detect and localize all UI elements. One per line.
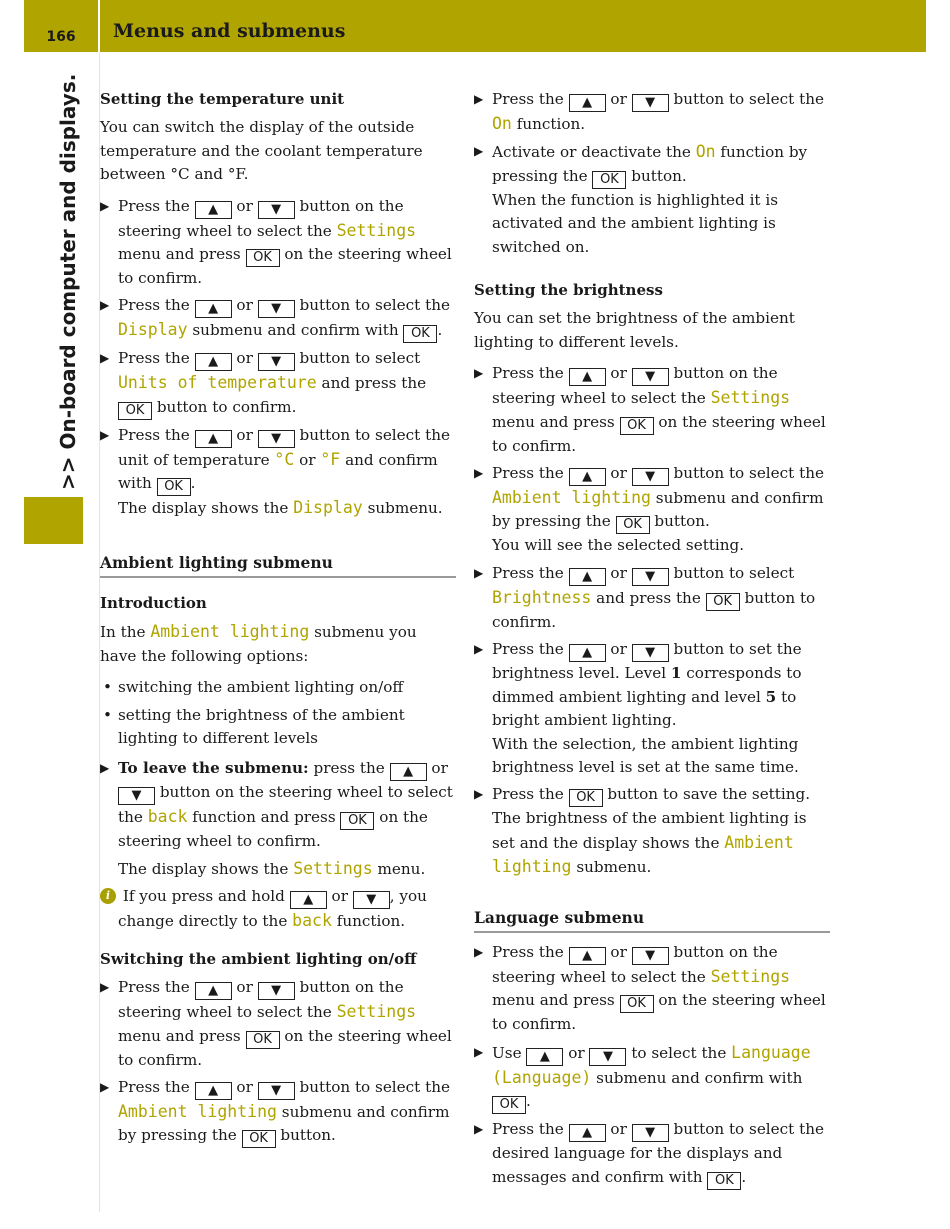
brightness-step-1 xyxy=(474,362,830,458)
up-key: ▲ xyxy=(569,468,606,486)
text-fragment: button on the steering wheel to select the xyxy=(492,364,778,408)
up-key: ▲ xyxy=(569,644,606,662)
text-fragment: button on the steering wheel to select the xyxy=(118,978,404,1022)
ok-key: OK xyxy=(569,789,603,807)
text-fragment: button to select the xyxy=(299,1077,450,1096)
highlighted-term: °F xyxy=(320,449,341,469)
introduction-heading: Introduction xyxy=(100,594,207,613)
text-fragment: Press the xyxy=(118,296,190,315)
text-fragment: Press the xyxy=(118,196,190,215)
text-fragment: Press the xyxy=(492,1120,564,1139)
brightness-step-2 xyxy=(474,462,830,558)
brightness-step-3 xyxy=(474,562,830,634)
text-fragment: Press the xyxy=(492,942,564,961)
ok-key: OK xyxy=(242,1130,276,1148)
left-column xyxy=(100,88,456,1152)
switch-step-2 xyxy=(100,1076,456,1148)
text-fragment: on the steering wheel to confirm. xyxy=(118,245,452,288)
text-fragment: to select the xyxy=(631,1043,727,1062)
text-fragment: or xyxy=(236,296,253,315)
text-fragment: or xyxy=(568,1043,585,1062)
ok-key: OK xyxy=(620,995,654,1013)
text-fragment: If you press and hold xyxy=(122,887,285,906)
down-key: ▼ xyxy=(632,1124,669,1142)
down-key: ▼ xyxy=(632,468,669,486)
text-fragment: or xyxy=(610,1120,627,1139)
text-fragment: Use xyxy=(492,1043,522,1062)
text-fragment: Press the xyxy=(118,1077,190,1096)
text-fragment: on the steering wheel to confirm. xyxy=(118,1026,452,1069)
highlighted-term: Ambient lighting xyxy=(118,1101,277,1121)
leave-submenu-step xyxy=(100,757,456,882)
brightness-step-4 xyxy=(474,638,830,779)
text-fragment: menu and press xyxy=(118,245,241,264)
text-fragment: 1 xyxy=(670,664,682,683)
ok-key: OK xyxy=(616,516,650,534)
up-key: ▲ xyxy=(526,1048,563,1066)
temperature-intro: You can switch the display of the outside temperature and the coolant temperature between °C and °F. xyxy=(100,118,423,184)
text-fragment: menu and press xyxy=(118,1026,241,1045)
header-separator xyxy=(98,0,100,52)
highlighted-term: Ambient lighting xyxy=(492,832,794,877)
text-fragment: on the steering wheel to confirm. xyxy=(492,991,826,1034)
text-fragment: button. xyxy=(280,1126,336,1145)
down-key: ▼ xyxy=(632,947,669,965)
text-fragment: or xyxy=(236,425,253,444)
text-fragment: Press the xyxy=(492,464,564,483)
up-key: ▲ xyxy=(195,201,232,219)
up-key: ▲ xyxy=(569,368,606,386)
text-fragment: to bright ambient lighting. xyxy=(492,687,797,730)
down-key: ▼ xyxy=(258,353,295,371)
up-key: ▲ xyxy=(569,1124,606,1142)
down-key: ▼ xyxy=(258,300,295,318)
text-fragment: menu. xyxy=(377,859,426,878)
ambient-lighting-section-heading: Ambient lighting submenu xyxy=(100,551,456,578)
text-fragment: function. xyxy=(336,912,406,931)
highlighted-term: Ambient lighting xyxy=(492,488,651,508)
ok-key: OK xyxy=(592,171,626,189)
text-fragment: or xyxy=(610,563,627,582)
up-key: ▲ xyxy=(290,891,327,909)
text-fragment: on the steering wheel to confirm. xyxy=(492,412,826,455)
on-step-2 xyxy=(474,140,830,259)
temp-step-3 xyxy=(100,347,456,419)
text-fragment: or xyxy=(610,464,627,483)
text-fragment: button to select the xyxy=(673,464,824,483)
text-fragment: function and press xyxy=(192,807,336,826)
highlighted-term: back xyxy=(292,911,332,931)
highlighted-term: Settings xyxy=(336,1002,417,1022)
text-fragment: button to select the unit of temperature xyxy=(118,425,450,469)
ok-key: OK xyxy=(706,593,740,611)
highlighted-term: Brightness xyxy=(492,587,592,607)
text-fragment: or xyxy=(610,364,627,383)
text-fragment: submenu you have the following options: xyxy=(100,623,417,665)
text-fragment: submenu and confirm by pressing the xyxy=(492,489,824,531)
text-fragment: 5 xyxy=(765,687,777,706)
bullet-item: • setting the brightness of the ambient lighting to different levels xyxy=(100,704,456,751)
text-fragment: button on the steering wheel to select the xyxy=(118,196,404,240)
text-fragment: or xyxy=(299,450,316,469)
temp-step-4 xyxy=(100,424,456,521)
switch-step-1 xyxy=(100,976,456,1072)
text-fragment: or xyxy=(236,978,253,997)
language-step-2 xyxy=(474,1041,830,1114)
text-fragment: Press the xyxy=(492,563,564,582)
highlighted-term: °C xyxy=(274,449,295,469)
text-fragment: Activate or deactivate the xyxy=(492,143,691,162)
brightness-step-5 xyxy=(474,783,830,879)
text-fragment: or xyxy=(431,758,448,777)
right-column xyxy=(474,88,830,1194)
text-fragment: With the selection, the ambient lighting brightness level is set at the same time. xyxy=(492,734,799,776)
up-key: ▲ xyxy=(569,947,606,965)
ok-key: OK xyxy=(707,1172,741,1190)
text-fragment: button to save the setting. xyxy=(607,785,811,804)
info-note xyxy=(100,885,456,933)
menu-name: Units of temperature xyxy=(118,373,317,393)
text-fragment: or xyxy=(610,640,627,659)
text-fragment: . xyxy=(190,474,196,493)
text-fragment: function by pressing the xyxy=(492,143,808,185)
bullet-item: • switching the ambient lighting on/off xyxy=(100,676,456,699)
down-key: ▼ xyxy=(258,1082,295,1100)
highlighted-term: Settings xyxy=(710,388,791,408)
text-fragment: menu and press xyxy=(492,991,615,1010)
up-key: ▲ xyxy=(195,430,232,448)
language-step-3 xyxy=(474,1118,830,1189)
up-key: ▲ xyxy=(195,1082,232,1100)
down-key: ▼ xyxy=(632,368,669,386)
chapter-tab-label: >> On-board computer and displays. xyxy=(56,73,80,490)
up-key: ▲ xyxy=(569,568,606,586)
highlighted-term: On xyxy=(492,114,512,133)
text-fragment: or xyxy=(236,349,253,368)
text-fragment: When the function is highlighted it is activated and the ambient lighting is switched on. xyxy=(492,190,779,256)
up-key: ▲ xyxy=(195,982,232,1000)
brightness-intro: You can set the brightness of the ambient lighting to different levels. xyxy=(474,309,795,351)
language-step-1 xyxy=(474,941,830,1037)
page-title: Menus and submenus xyxy=(113,20,346,42)
text-fragment: Press the xyxy=(118,425,190,444)
down-key: ▼ xyxy=(353,891,390,909)
up-key: ▲ xyxy=(195,300,232,318)
text-fragment: or xyxy=(236,1077,253,1096)
text-fragment: corresponds to dimmed ambient lighting and level xyxy=(492,664,802,706)
text-fragment: menu and press xyxy=(492,412,615,431)
introduction-text xyxy=(100,620,456,668)
text-fragment: submenu and confirm with xyxy=(192,321,399,340)
down-key: ▼ xyxy=(632,568,669,586)
text-fragment: or xyxy=(331,887,348,906)
down-key: ▼ xyxy=(258,982,295,1000)
down-key: ▼ xyxy=(632,644,669,662)
page-number: 166 xyxy=(46,29,76,45)
text-fragment: To leave the submenu: xyxy=(118,758,309,777)
switching-heading: Switching the ambient lighting on/off xyxy=(100,949,417,968)
down-key: ▼ xyxy=(258,430,295,448)
ok-key: OK xyxy=(118,402,152,420)
text-fragment: . xyxy=(437,321,443,340)
text-fragment: button to confirm. xyxy=(156,397,297,416)
text-fragment: Press the xyxy=(492,90,564,108)
highlighted-term: Settings xyxy=(710,966,791,986)
text-fragment: button on the steering wheel to select the xyxy=(118,782,453,826)
text-fragment: submenu and confirm with xyxy=(596,1068,803,1087)
menu-name: Settings xyxy=(336,220,417,240)
up-key: ▲ xyxy=(569,94,606,112)
text-fragment: press the xyxy=(313,758,385,777)
text-fragment: and confirm with xyxy=(118,450,438,493)
temperature-unit-heading: Setting the temperature unit xyxy=(100,90,345,108)
highlighted-term: back xyxy=(147,806,188,826)
temp-step-1 xyxy=(100,195,456,291)
text-fragment: In the xyxy=(100,623,146,642)
text-fragment: button. xyxy=(631,166,687,185)
text-fragment: Press the xyxy=(492,640,564,659)
highlighted-term: Ambient lighting xyxy=(150,622,310,642)
brightness-heading: Setting the brightness xyxy=(474,281,663,300)
down-key: ▼ xyxy=(632,94,669,112)
down-key: ▼ xyxy=(118,787,155,805)
text-fragment: submenu. xyxy=(367,499,443,518)
ok-key: OK xyxy=(403,325,437,343)
ok-key: OK xyxy=(246,249,280,267)
text-fragment: and press the xyxy=(596,588,701,607)
text-fragment: button to confirm. xyxy=(492,588,816,631)
text-fragment: button on the steering wheel to select the xyxy=(492,942,778,986)
text-fragment: button to select the xyxy=(299,296,450,315)
text-fragment: The display shows the xyxy=(118,499,289,518)
text-fragment: button. xyxy=(654,512,710,531)
text-fragment: on the steering wheel to confirm. xyxy=(118,807,428,850)
text-fragment: or xyxy=(610,90,627,108)
text-fragment: or xyxy=(236,196,253,215)
highlighted-term: Settings xyxy=(293,858,373,878)
text-fragment: Press the xyxy=(492,364,564,383)
text-fragment: Press the xyxy=(492,785,564,804)
ok-key: OK xyxy=(246,1031,280,1049)
highlighted-term: On xyxy=(695,142,716,162)
highlighted-term: Language (Language) xyxy=(492,1042,811,1087)
temp-step-2 xyxy=(100,294,456,343)
up-key: ▲ xyxy=(390,763,427,781)
text-fragment: button to select the desired language for the displays and messages and confirm with xyxy=(492,1120,824,1186)
ok-key: OK xyxy=(492,1096,526,1114)
chapter-tab-marker xyxy=(24,497,83,544)
text-fragment: You will see the selected setting. xyxy=(492,536,745,555)
text-fragment: The brightness of the ambient lighting is set and the display shows the xyxy=(492,809,807,852)
text-fragment: button to select the xyxy=(673,90,824,108)
up-key: ▲ xyxy=(195,353,232,371)
text-fragment: Press the xyxy=(118,349,190,368)
menu-name: Display xyxy=(118,320,188,340)
down-key: ▼ xyxy=(589,1048,626,1066)
text-fragment: or xyxy=(610,942,627,961)
language-section-heading: Language submenu xyxy=(474,906,830,933)
down-key: ▼ xyxy=(258,201,295,219)
text-fragment: button to set the brightness level. Level xyxy=(492,640,802,683)
text-fragment: . xyxy=(526,1092,531,1111)
on-step-1 xyxy=(474,88,830,136)
text-fragment: function. xyxy=(516,115,586,133)
ok-key: OK xyxy=(340,812,374,830)
text-fragment: button to select xyxy=(299,349,421,368)
ok-key: OK xyxy=(157,478,191,496)
text-fragment: submenu and confirm by pressing the xyxy=(118,1102,450,1145)
highlighted-term: Display xyxy=(293,498,363,518)
text-fragment: . xyxy=(741,1167,747,1186)
text-fragment: , you change directly to the xyxy=(118,887,427,931)
info-icon: i xyxy=(100,888,116,904)
text-fragment: The display shows the xyxy=(118,859,289,878)
text-fragment: submenu. xyxy=(576,858,652,877)
ok-key: OK xyxy=(620,417,654,435)
text-fragment: Press the xyxy=(118,978,190,997)
text-fragment: button to select xyxy=(673,563,795,582)
text-fragment: and press the xyxy=(321,374,427,393)
